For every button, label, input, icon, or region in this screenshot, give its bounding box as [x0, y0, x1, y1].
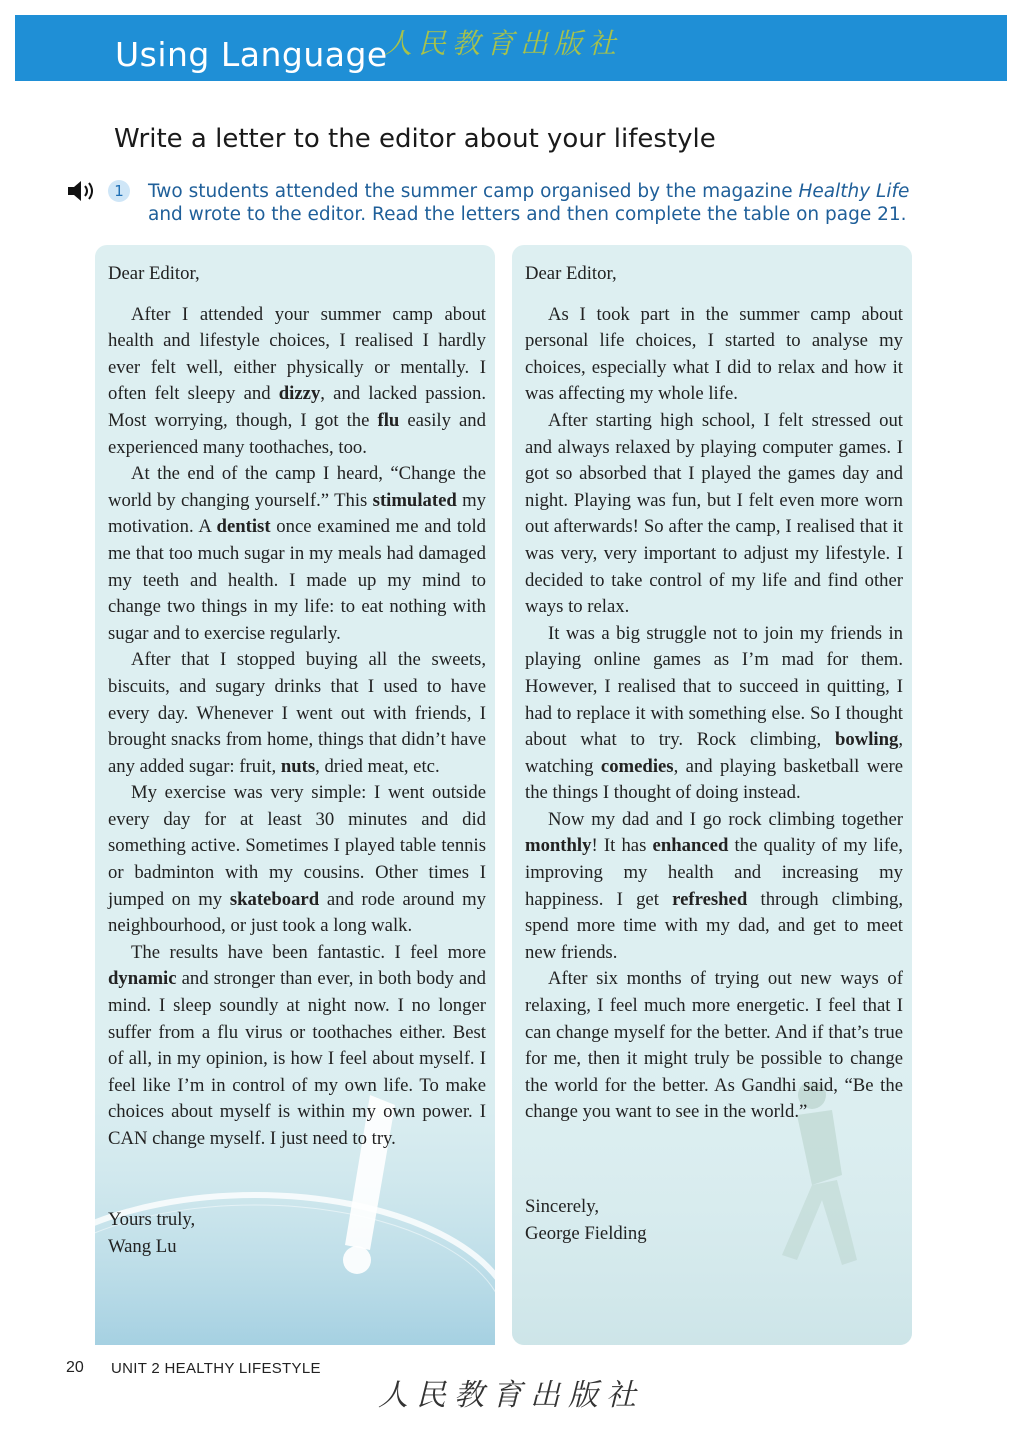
vocabulary-word: flu [377, 409, 400, 431]
letter-paragraph: After six months of trying out new ways of relaxing, I feel much more energetic. I feel that I can change myself for the better. And if that’s true for me, then it might truly be possible to change the world for the better. As Gandhi said, “Be the change you want to see in the world.” [525, 968, 903, 1123]
vocabulary-word: refreshed [672, 888, 748, 910]
letter-body [525, 261, 903, 1126]
letter-paragraph: At the end of the camp I heard, “Change the world by changing yourself.” This stimulated my motivation. A dentist once examined me and told me that too much sugar in my meals had damaged my teeth and health. I made up my mind to change two things in my life: to eat nothing with sugar and to exercise regularly. [108, 463, 487, 644]
letter-paragraph: Now my dad and I go rock climbing together monthly! It has enhanced the quality of my life, improving my health and increasing my happiness. I get refreshed through climbing, spend more time with my dad, and get to meet new friends. [525, 808, 903, 963]
page-title: Using Language [115, 35, 388, 74]
vocabulary-word: nuts [280, 755, 316, 777]
magazine-name: Healthy Life [798, 181, 910, 202]
publisher-seal-top: 人民教育出版社 [384, 27, 623, 60]
vocabulary-word: dizzy [278, 383, 321, 405]
unit-label: UNIT 2 HEALTHY LIFESTYLE [111, 1360, 321, 1377]
vocabulary-word: enhanced [652, 835, 729, 857]
letter-paragraph: After starting high school, I felt stressed out and always relaxed by playing computer games. I got so absorbed that I played the games day and night. Playing was fun, but I felt even more worn out afterwards! So after the camp, I realised that it was very, very important to adjust my lifestyle. I decided to take control of my life and find other ways to relax. [525, 409, 903, 618]
signature: Wang Lu [108, 1236, 177, 1257]
letter-paragraph: After I attended your summer camp about health and lifestyle choices, I realised I hardly ever felt well, either physically or mentally. I often felt sleepy and dizzy, and lacked passion. Most worrying, though, I got the flu easily and experienced many toothaches, too. [108, 303, 486, 458]
instruction-text-1: Two students attended the summer camp organised by the magazine [148, 181, 799, 202]
letter-wang-lu [95, 245, 495, 1345]
letter-paragraph: As I took part in the summer camp about personal life choices, I started to analyse my choices, especially what I did to relax and how it was affecting my whole life. [525, 303, 903, 405]
vocabulary-word: dentist [216, 516, 271, 538]
signature: George Fielding [525, 1223, 647, 1244]
closing: Yours truly, [108, 1209, 196, 1230]
vocabulary-word: stimulated [372, 489, 457, 511]
speaker-icon[interactable] [66, 180, 96, 202]
letter-george-fielding [512, 245, 912, 1345]
section-title: Write a letter to the editor about your lifestyle [114, 124, 716, 154]
activity-instruction [148, 180, 928, 226]
vocabulary-word: monthly [525, 835, 592, 857]
instruction-text-2: and wrote to the editor. Read the letters and then complete the table on page 21. [148, 204, 907, 225]
vocabulary-word: dynamic [108, 968, 177, 990]
salutation: Dear Editor, [525, 263, 617, 284]
letter-paragraph: After that I stopped buying all the sweets, biscuits, and sugary drinks that I used to have every day. Whenever I went out with friends, I brought snacks from home, things that didn’t have any added sugar: fruit, nuts, dried meat, etc. [108, 649, 486, 777]
letter-paragraph: It was a big struggle not to join my friends in playing online games as I’m mad for them. However, I realised that to succeed in quitting, I had to replace it with something else. So I thought about what to try. Rock climbing, bowling, watching comedies, and playing basketball were the things I thought of doing instead. [525, 622, 904, 804]
page-number: 20 [66, 1359, 84, 1376]
letter-paragraph: The results have been fantastic. I feel more dynamic and stronger than ever, in both body and mind. I sleep soundly at night now. I no longer suffer from a flu virus or toothaches either. Best of all, in my opinion, is how I feel about myself. I feel like I’m in control of my own life. To make choices about myself is within my own power. I CAN change myself. I just need to try. [108, 941, 486, 1149]
publisher-seal-bottom: 人民教育出版社 [378, 1378, 644, 1413]
letter-body [108, 261, 486, 1153]
vocabulary-word: bowling [834, 729, 899, 751]
activity-number: 1 [108, 180, 130, 202]
salutation: Dear Editor, [108, 263, 200, 284]
letter-paragraph: My exercise was very simple: I went outside every day for at least 30 minutes and did something active. Sometimes I played table tennis or badminton with my cousins. Other times I jumped on my skateboard and rode around my neighbourhood, or just took a long walk. [108, 782, 486, 937]
closing: Sincerely, [525, 1196, 600, 1217]
vocabulary-word: skateboard [229, 888, 320, 910]
vocabulary-word: comedies [600, 755, 674, 777]
